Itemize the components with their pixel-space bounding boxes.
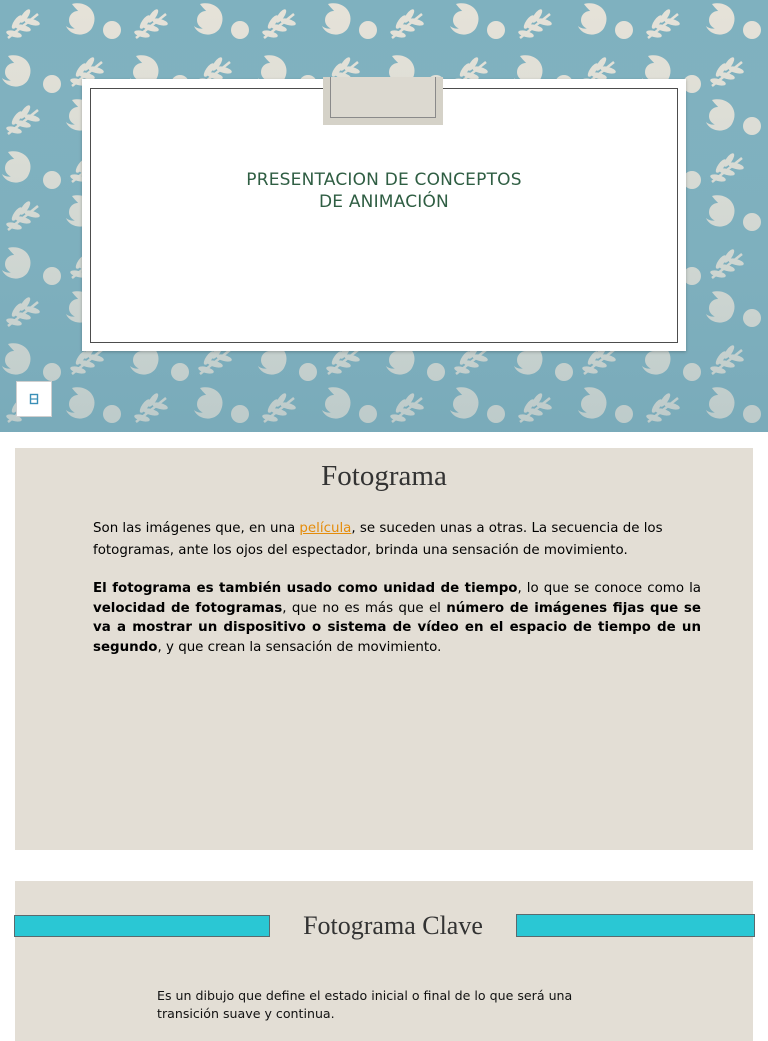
slide-heading: Fotograma Clave bbox=[303, 911, 483, 940]
slide-title-line-2: DE ANIMACIÓN bbox=[319, 192, 449, 212]
bold-text: velocidad de fotogramas bbox=[93, 600, 283, 616]
slide-title bbox=[82, 169, 686, 213]
bold-text: El fotograma es también usado como unidad de tiempo bbox=[93, 581, 518, 596]
bold-text: número de imágenes fijas que se va a mostrar un dispositivo o sistema de vídeo en el espacio de tiempo de un segundo bbox=[93, 600, 701, 655]
paragraph-text: , que no es más que el bbox=[282, 600, 447, 616]
definition-paragraph: Es un dibujo que define el estado inicial o final de lo que será una transición suave y continua. bbox=[157, 988, 573, 1021]
slide-title-line-1: PRESENTACION DE CONCEPTOS bbox=[246, 170, 522, 190]
title-card bbox=[82, 79, 686, 351]
paragraph-text: Son las imágenes que, en una bbox=[93, 521, 300, 536]
title-card-border bbox=[90, 88, 678, 343]
paragraph-text: , se suceden unas a otras. La secuencia de los fotogramas, ante los ojos del espectador, brinda una sensación de movimiento. bbox=[93, 521, 663, 558]
paragraph-text: , y que crean la sensación de movimiento. bbox=[157, 639, 442, 655]
time-unit-paragraph bbox=[93, 579, 701, 657]
title-card-tab-inner bbox=[330, 77, 436, 118]
fotograma-clave-slide bbox=[15, 881, 753, 1041]
accent-bar-right bbox=[516, 914, 755, 937]
paragraph-text: , lo que se conoce como la bbox=[517, 581, 702, 596]
title-card-tab bbox=[323, 77, 443, 125]
slide-number-icon[interactable] bbox=[16, 381, 52, 417]
pelicula-link[interactable]: película bbox=[299, 521, 352, 536]
accent-bar-left bbox=[14, 915, 270, 937]
fotograma-slide bbox=[15, 448, 753, 850]
title-slide bbox=[0, 0, 768, 432]
slide-heading: Fotograma bbox=[321, 460, 447, 492]
definition-paragraph bbox=[93, 518, 701, 562]
slide-number-glyph bbox=[29, 393, 39, 405]
